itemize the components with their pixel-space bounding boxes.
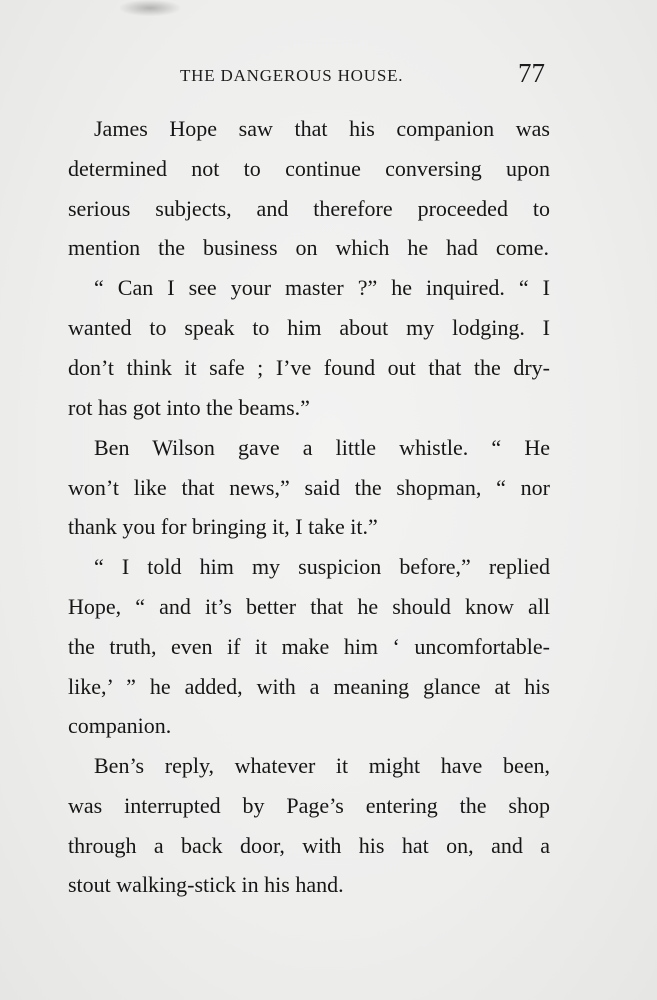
text-line: serious subjects, and therefore proceeded to bbox=[68, 196, 550, 221]
text-line: thank you for bringing it, I take it.” bbox=[68, 514, 378, 539]
text-line: the truth, even if it make him ‘ uncomfortable- bbox=[68, 634, 550, 659]
text-line: rot has got into the beams.” bbox=[68, 395, 310, 420]
text-line: James Hope saw that his companion was bbox=[94, 116, 550, 141]
text-line: “ Can I see your master ?” he inquired. “ I bbox=[94, 275, 550, 300]
text-line: through a back door, with his hat on, and a bbox=[68, 833, 550, 858]
page-number: 77 bbox=[518, 58, 545, 88]
text-line: was interrupted by Page’s entering the shop bbox=[68, 793, 550, 818]
text-line: like,’ ” he added, with a meaning glance at his bbox=[68, 674, 550, 699]
text-line: Ben’s reply, whatever it might have been, bbox=[94, 753, 550, 778]
running-head: THE DANGEROUS HOUSE. bbox=[180, 66, 404, 85]
ink-smudge bbox=[120, 0, 180, 16]
text-line: Hope, “ and it’s better that he should know all bbox=[68, 594, 550, 619]
page-header bbox=[0, 60, 657, 96]
text-line: wanted to speak to him about my lodging. I bbox=[68, 315, 550, 340]
text-line: won’t like that news,” said the shopman, “ nor bbox=[68, 475, 550, 500]
text-line: mention the business on which he had come. bbox=[68, 235, 549, 260]
text-line: determined not to continue conversing upon bbox=[68, 156, 550, 181]
text-line: companion. bbox=[68, 713, 172, 738]
text-line: “ I told him my suspicion before,” replied bbox=[94, 554, 550, 579]
text-line: stout walking-stick in his hand. bbox=[68, 872, 344, 897]
text-line: don’t think it safe ; I’ve found out that the dry- bbox=[68, 355, 550, 380]
text-line: Ben Wilson gave a little whistle. “ He bbox=[94, 435, 550, 460]
